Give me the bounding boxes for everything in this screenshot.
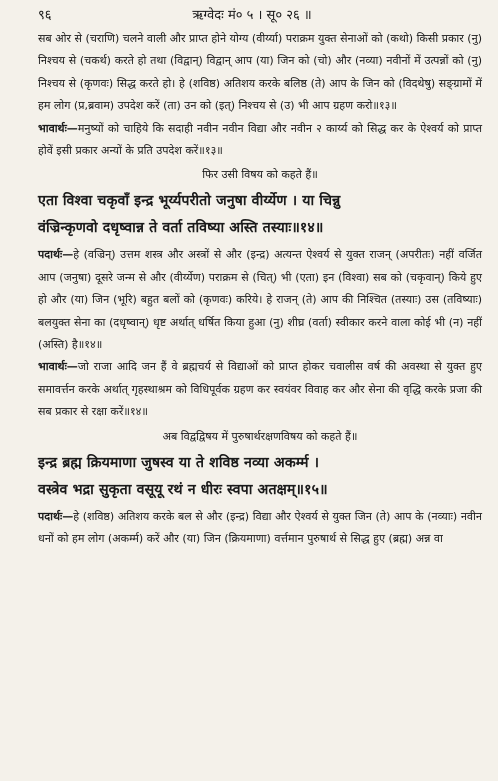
mantra-15-line-2: वस्त्रेव भद्रा सुकृता वसूयू रथं न धीरः स्वपा अतक्षम्॥१५॥ — [38, 481, 328, 498]
running-title: ऋग्वेदः मं० ५ । सू० २६ ॥ — [192, 8, 312, 23]
bhavartha-label: भावार्थः— — [38, 121, 78, 135]
paragraph-padartha-13: सब ओर से (चराणि) चलने वाली और प्राप्त होने योग्य (वीर्य्या) पराक्रम युक्त सेनाओं को (कथो) किसी प्रकार (नु) निश्चय से (चकर्थ) करते हो तथा (विद्वान्) विद्वान् आप (या) जिन को (चो) और (नव्या) नवीनों में उत्पन्नों को (नु) निश्चय से (कृणवः) सिद्ध करते हो। हे (शविष्ठ) अतिशय करके बलिष्ठ (ते) आप के जिन को (विदथेषु) सङ्ग्रामों में हम लोग (प्र,ब्रवाम) उपदेश करें (ता) उन को (इत्) निश्चय से (उ) भी आप ग्रहण करो॥१३॥ — [38, 32, 482, 113]
padartha-label: पदार्थः— — [38, 509, 74, 523]
mantra-14-line-2: वंज्रिन्कृणवो दधृष्वान्न ते वर्ता तविष्या अस्ति तस्याः॥१४॥ — [38, 220, 324, 237]
padartha-text: हे (वज्रिन्) उत्तम शस्त्र और अस्त्रों से और (इन्द्र) अत्यन्त ऐश्वर्य से युक्त राजन् (अपरीतः) नहीं वर्जित आप (जनुषा) दूसरे जन्म से और (वीर्य्येण) पराक्रम से (चित्) भी (एता) इन (विश्वा) सब को (चकृवान्) किये हुए हो और (या) जिन (भूरि) बहुत बलों को (कृणवः) करिये। हे राजन् (ते) आप की निश्चित (तस्याः) उस (तविष्याः) बलयुक्त सेना का (दधृष्वान्) धृष्ट अर्थात् धर्षित किया हुआ (नु) शीघ्र (वर्ता) स्वीकार करने वाला कोई भी (न) नहीं (अस्ति) है॥१४॥ — [38, 248, 482, 352]
padartha-text: हे (शविष्ठ) अतिशय करके बल से और (इन्द्र) विद्या और ऐश्वर्य से युक्त जिन (ते) आप के (नव्याः) नवीन धनों को हम लोग (अकर्म्म) करें और (या) जिन (क्रियमाणा) वर्त्तमान पुरुषार्थ से सिद्ध हुए (ब्रह्म) अन्न वा — [38, 509, 482, 546]
paragraph-padartha-14 — [38, 244, 482, 356]
bhavartha-text: जो राजा आदि जन हैं वे ब्रह्मचर्य से विद्याओं को प्राप्त होकर चवालीस वर्ष की अवस्था से युक्त हुए समावर्त्तन करके अर्थात् गृहस्थाश्रम को विधिपूर्वक ग्रहण कर स्वयंवर विवाह कर और सेना की वृद्धि करके प्रजा की सब प्रकार से रक्षा करें॥१४॥ — [38, 360, 482, 419]
paragraph-padartha-15 — [38, 506, 482, 551]
running-header — [38, 4, 482, 28]
page-number: ९६ — [38, 8, 52, 23]
bhavartha-text: मनुष्यों को चाहिये कि सदाही नवीन नवीन विद्या और नवीन २ कार्य्य को सिद्ध कर के ऐश्वर्य को प्राप्त होवें इसी प्रकार अन्यों के प्रति उपदेश करें॥१३॥ — [38, 121, 482, 158]
bhavartha-label: भावार्थः— — [38, 360, 78, 374]
section-heading-1: फिर उसी विषय को कहते हैं॥ — [202, 168, 318, 182]
padartha-label: पदार्थः— — [38, 248, 74, 262]
paragraph-bhavartha-14 — [38, 356, 482, 423]
section-heading-2: अब विद्वद्विषय में पुरुषार्थरक्षणविषय को कहते हैं॥ — [162, 429, 358, 443]
mantra-15-line-1: इन्द्र ब्रह्म क्रियमाणा जुषस्व या ते शविष्ठ नव्या अकर्म्म । — [38, 454, 320, 471]
paragraph-bhavartha-13 — [38, 118, 482, 163]
mantra-14-line-1: एता विश्वा चकृवाँ इन्द्र भूर्य्यपरीतो जनुषा वीर्य्येण । या चिन्नु — [38, 193, 341, 210]
